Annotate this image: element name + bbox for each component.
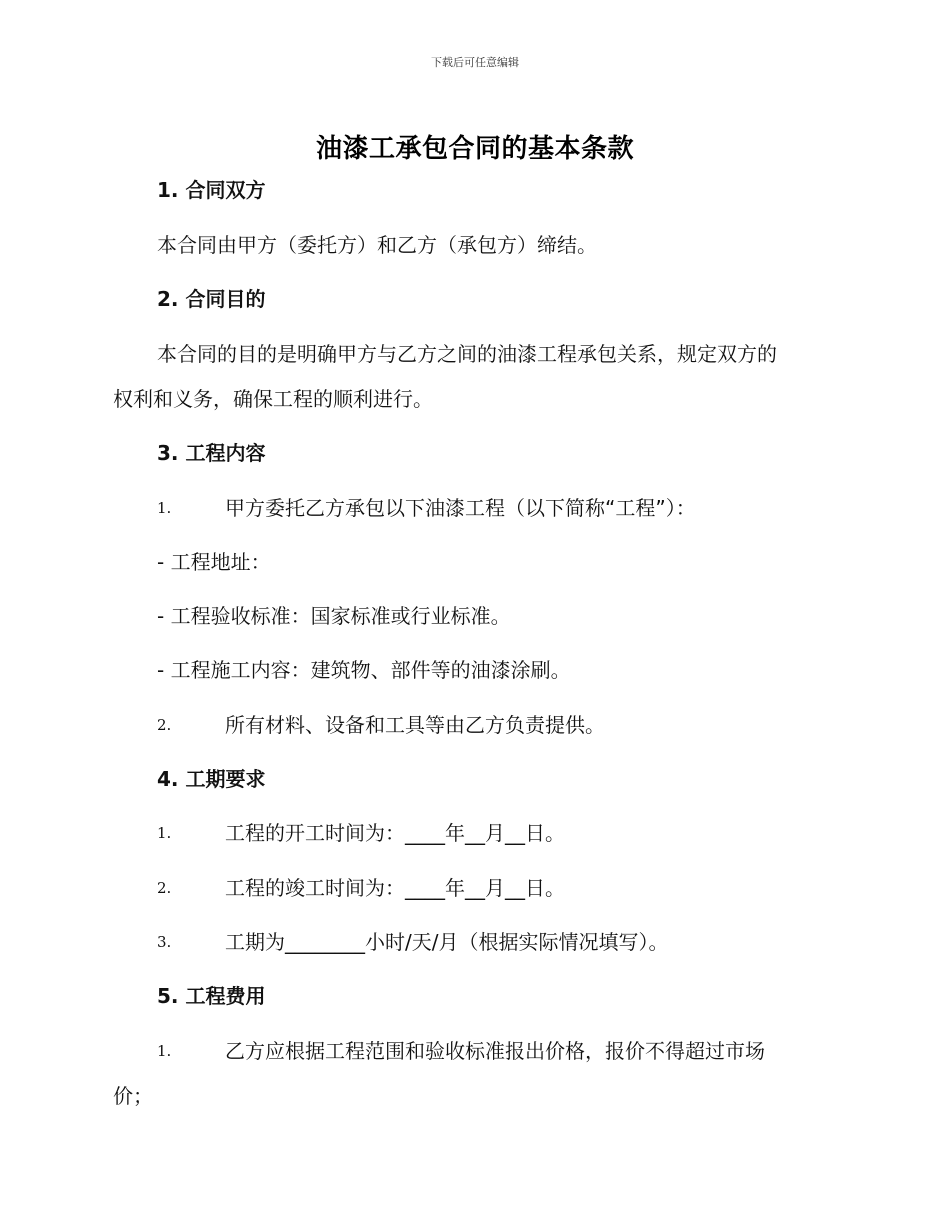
- section-paragraph-1: 本合同由甲方（委托方）和乙方（承包方）缔结。: [157, 233, 597, 257]
- list-item-text: 工程的竣工时间为：____年__月__日。: [225, 876, 565, 900]
- section-heading-4: 4. 工期要求: [157, 767, 266, 791]
- list-item-text: 乙方应根据工程范围和验收标准报出价格，报价不得超过市场: [225, 1039, 765, 1063]
- section-heading-5: 5. 工程费用: [157, 984, 266, 1008]
- section-heading-1: 1. 合同双方: [157, 178, 266, 202]
- list-item-number: 1.: [157, 824, 172, 842]
- section-heading-3: 3. 工程内容: [157, 441, 266, 465]
- section-paragraph-2-line-2: 权利和义务，确保工程的顺利进行。: [113, 387, 433, 411]
- list-item-continuation: 价；: [113, 1084, 153, 1108]
- list-item-text: 所有材料、设备和工具等由乙方负责提供。: [225, 713, 605, 737]
- list-item-number: 2.: [157, 879, 172, 897]
- list-item-number: 1.: [157, 1042, 172, 1060]
- list-item-text: 甲方委托乙方承包以下油漆工程（以下简称“工程”）：: [225, 496, 696, 520]
- section-heading-2: 2. 合同目的: [157, 287, 266, 311]
- section-paragraph-2-line-1: 本合同的目的是明确甲方与乙方之间的油漆工程承包关系，规定双方的: [157, 342, 777, 366]
- list-item-number: 2.: [157, 716, 172, 734]
- list-item-text: 工期为________小时/天/月（根据实际情况填写）。: [225, 930, 669, 954]
- dash-item-address: - 工程地址：: [157, 550, 271, 574]
- list-item-number: 3.: [157, 933, 172, 951]
- header-note: 下载后可任意编辑: [431, 56, 519, 69]
- document-title: 油漆工承包合同的基本条款: [315, 134, 634, 164]
- dash-item-construction-content: - 工程施工内容：建筑物、部件等的油漆涂刷。: [157, 658, 571, 682]
- list-item-text: 工程的开工时间为：____年__月__日。: [225, 821, 565, 845]
- list-item-number: 1.: [157, 499, 172, 517]
- dash-item-acceptance-standard: - 工程验收标准：国家标准或行业标准。: [157, 604, 511, 628]
